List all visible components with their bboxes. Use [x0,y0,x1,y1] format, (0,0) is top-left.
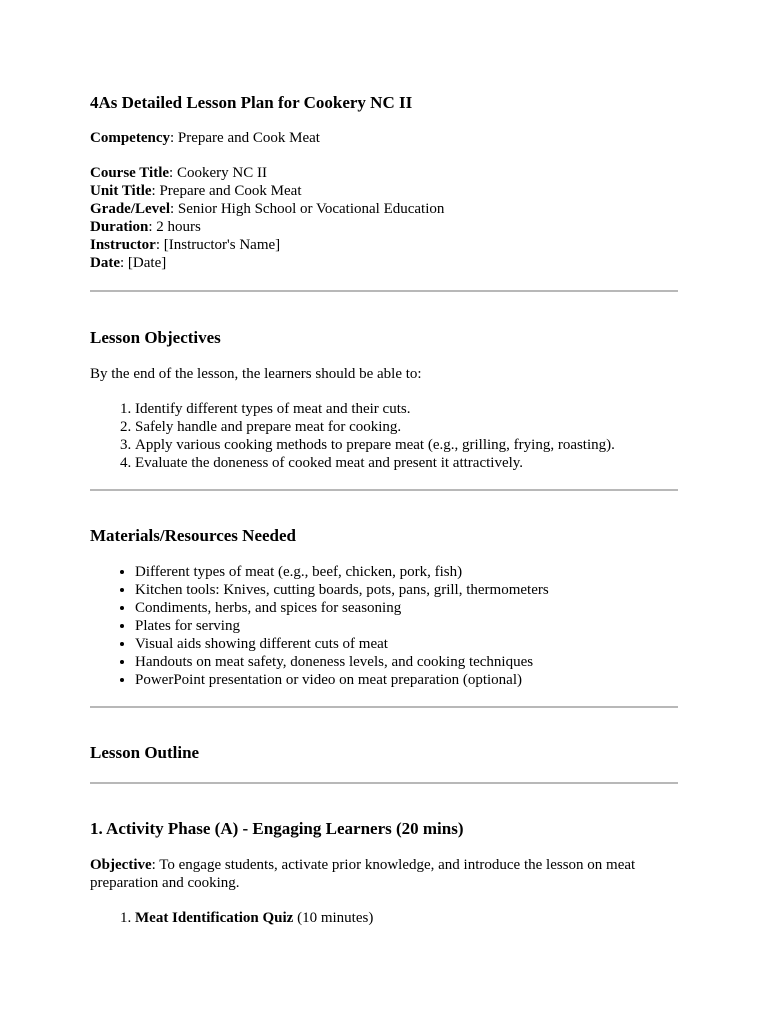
meta-duration [90,218,678,236]
meta-label: Grade/Level [90,201,170,217]
meta-grade-level [90,200,678,218]
list-item: • Condiments, herbs, and spices for seasoning [135,599,678,617]
list-item: • Handouts on meat safety, doneness levels, and cooking techniques [135,653,678,671]
meta-label: Instructor [90,237,156,253]
objective-text: : To engage students, activate prior knowledge, and introduce the lesson on meat preparation and cooking. [90,857,636,891]
list-item: 2. Safely handle and prepare meat for cooking. [135,418,678,436]
section-divider [90,782,678,784]
section-divider [90,489,678,491]
meta-value: : [Date] [120,255,167,271]
competency-line [90,129,678,147]
list-item: 3. Apply various cooking methods to prepare meat (e.g., grilling, frying, roasting). [135,436,678,454]
meta-course-title [90,164,678,182]
list-item [135,909,678,927]
meta-label: Date [90,255,120,271]
meta-label: Unit Title [90,183,152,199]
objectives-list [90,400,678,472]
document-title: 4As Detailed Lesson Plan for Cookery NC II [90,93,413,112]
meta-value: : Cookery NC II [169,165,267,181]
list-item: • Visual aids showing different cuts of meat [135,635,678,653]
meta-value: : Prepare and Cook Meat [151,183,302,199]
meta-label: Duration [90,219,149,235]
materials-list [90,563,678,689]
outline-heading: Lesson Outline [90,743,200,762]
course-meta [90,164,678,272]
list-item: • Kitchen tools: Knives, cutting boards, pots, pans, grill, thermometers [135,581,678,599]
activity-heading: 1. Activity Phase (A) - Engaging Learners (20 mins) [90,819,464,838]
objective-label: Objective [90,857,152,873]
meta-value: : Senior High School or Vocational Education [169,201,445,217]
materials-heading: Materials/Resources Needed [90,526,296,545]
list-item: • Different types of meat (e.g., beef, chicken, pork, fish) [135,563,678,581]
objectives-heading: Lesson Objectives [90,328,221,347]
list-item: 4. Evaluate the doneness of cooked meat and present it attractively. [135,454,678,472]
item-title: Meat Identification Quiz [135,910,294,926]
objectives-intro: By the end of the lesson, the learners should be able to: [90,366,422,382]
activity-objective [90,856,678,892]
meta-value: : 2 hours [148,219,201,235]
meta-value: : [Instructor's Name] [155,237,281,253]
item-duration: (10 minutes) [293,910,374,926]
competency-value: : Prepare and Cook Meat [169,130,320,146]
meta-unit-title [90,182,678,200]
activity-list [90,909,678,927]
meta-label: Course Title [90,165,170,181]
meta-instructor [90,236,678,254]
section-divider [90,290,678,292]
section-divider [90,706,678,708]
competency-label: Competency [90,130,170,146]
meta-date [90,254,678,272]
list-item: 1. Identify different types of meat and their cuts. [135,400,678,418]
list-item: • PowerPoint presentation or video on meat preparation (optional) [135,671,678,689]
list-item: • Plates for serving [135,617,678,635]
